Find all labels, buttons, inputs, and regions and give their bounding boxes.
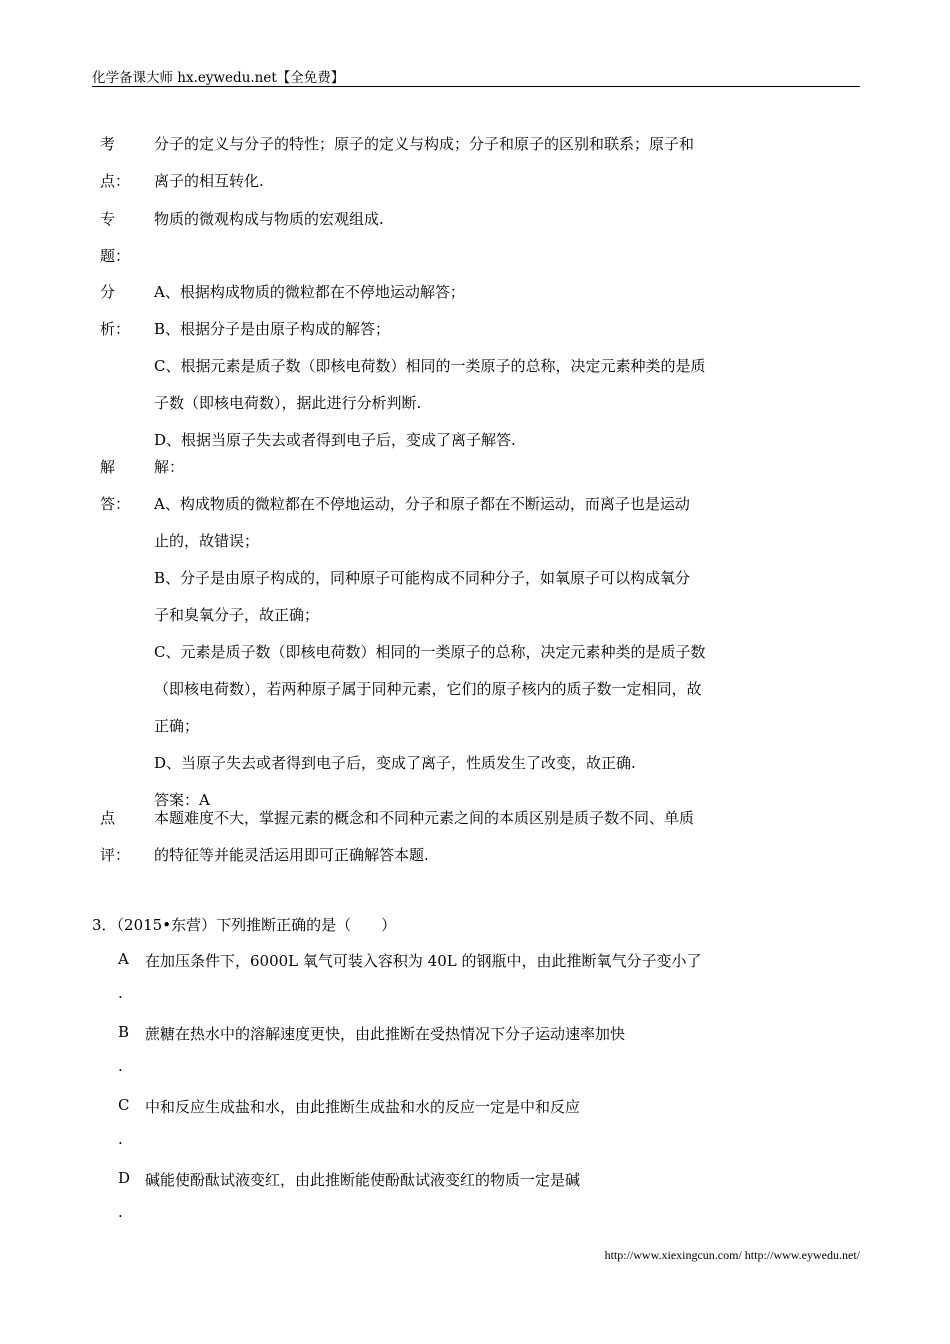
option-letter: A <box>118 950 129 968</box>
section-label: 考 点： <box>100 135 131 190</box>
option-dot: . <box>118 984 123 1002</box>
header-title: 化学备课大师 hx.eywedu.net【全免费】 <box>92 70 345 86</box>
option-dot: . <box>118 1203 123 1221</box>
section-text: 分子的定义与分子的特性；原子的定义与构成；分子和原子的区别和联系；原子和 离子的相互转化. <box>154 135 695 190</box>
section-text: 物质的微观构成与物质的宏观组成. <box>154 210 384 228</box>
option-text: 蔗糖在热水中的溶解速度更快，由此推断在受热情况下分子运动速率加快 <box>145 1025 626 1043</box>
section-text: 本题难度不大，掌握元素的概念和不同种元素之间的本质区别是质子数不同、单质 的特征等并能灵活运用即可正确解答本题. <box>154 809 695 864</box>
option-dot: . <box>118 1057 123 1075</box>
option-letter: C <box>118 1096 130 1114</box>
section-label: 点 评： <box>100 809 131 864</box>
option-text: 碱能使酚酞试液变红，由此推断能使酚酞试液变红的物质一定是碱 <box>145 1171 581 1189</box>
option-text: 中和反应生成盐和水，由此推断生成盐和水的反应一定是中和反应 <box>145 1098 581 1116</box>
section-label: 解 答： <box>100 458 131 513</box>
section-text: A、根据构成物质的微粒都在不停地运动解答； B、根据分子是由原子构成的解答； C、根据元素是质子数（即核电荷数）相同的一类原子的总称，决定元素种类的是质 子数（即核电荷数），据此进行分析判断. D、根据当原子失去或者得到电子后，变成了离子解答. <box>154 283 706 449</box>
section-label: 分 析： <box>100 283 131 338</box>
section-text: 解： A、构成物质的微粒都在不停地运动，分子和原子都在不断运动，而离子也是运动 止的，故错误； B、分子是由原子构成的，同种原子可能构成不同种分子，如氧原子可以构成氧分 子和臭氧分子，故正确； C、元素是质子数（即核电荷数）相同的一类原子的总称，决定元素种类的是质子数 （即核电荷数），若两种原子属于同种元素，它们的原子核内的质子数一定相同，故 正确； D、当原子失去或者得到电子后，变成了离子，性质发生了改变，故正确. 答案：A <box>154 458 706 809</box>
question-stem: 3．（2015•东营）下列推断正确的是（ ） <box>92 916 397 934</box>
section-label: 专 题： <box>100 210 131 265</box>
option-text: 在加压条件下，6000L 氧气可装入容积为 40L 的钢瓶中，由此推断氧气分子变小了 <box>145 952 702 970</box>
option-letter: D <box>118 1169 131 1187</box>
option-dot: . <box>118 1130 123 1148</box>
option-letter: B <box>118 1023 130 1041</box>
page-footer: http://www.xiexingcun.com/ http://www.eywedu.net/ <box>604 1248 860 1262</box>
page-header <box>92 62 860 87</box>
